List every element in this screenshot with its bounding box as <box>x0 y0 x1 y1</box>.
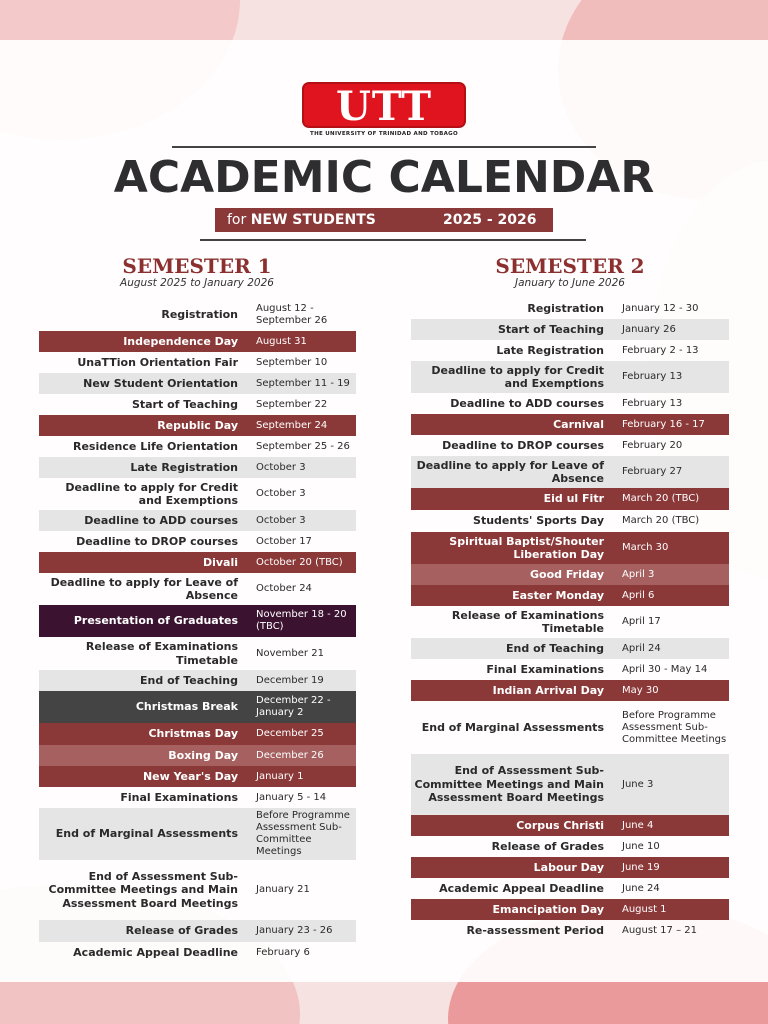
event-date: February 16 - 17 <box>622 418 705 430</box>
event-name: Indian Arrival Day <box>492 683 604 697</box>
table-row <box>411 659 729 680</box>
table-row <box>411 606 729 638</box>
table-row <box>411 298 729 319</box>
event-name: Deadline to ADD courses <box>450 396 604 410</box>
event-date: June 10 <box>622 840 660 852</box>
event-date: June 24 <box>622 882 660 894</box>
event-name: End of Marginal Assessments <box>55 827 238 841</box>
event-date: November 21 <box>256 647 324 659</box>
event-name: Boxing Day <box>168 748 238 762</box>
table-row <box>411 878 729 899</box>
event-date: January 12 - 30 <box>622 302 699 314</box>
table-row <box>39 300 356 330</box>
event-name: Deadline to apply for Leave of Absence <box>50 575 238 602</box>
divider <box>200 239 586 241</box>
event-name: UnaTTion Orientation Fair <box>77 355 238 369</box>
table-row <box>39 573 356 605</box>
event-date: October 17 <box>256 535 312 547</box>
table-row <box>411 488 729 510</box>
table-row <box>411 754 729 815</box>
event-date: April 30 - May 14 <box>622 663 708 675</box>
table-row <box>411 857 729 878</box>
event-name: Christmas Break <box>135 700 238 714</box>
event-date: December 25 <box>256 728 324 739</box>
subtitle-year: 2025 - 2026 <box>443 212 537 228</box>
event-date: June 4 <box>622 819 654 831</box>
event-name: Academic Appeal Deadline <box>73 945 238 959</box>
event-date: June 3 <box>622 778 654 790</box>
event-name: Release of Examinations Timetable <box>451 608 604 635</box>
event-name: Easter Monday <box>512 588 604 602</box>
subtitle-bar <box>215 208 553 232</box>
logo-subtitle: THE UNIVERSITY OF TRINIDAD AND TOBAGO <box>310 131 458 137</box>
event-date: April 3 <box>622 568 655 580</box>
table-row <box>411 836 729 857</box>
table-row <box>411 638 729 659</box>
event-date: September 25 - 26 <box>256 440 350 452</box>
table-row <box>39 415 356 436</box>
event-date: February 2 - 13 <box>622 344 699 356</box>
event-name: Christmas Day <box>148 727 238 741</box>
event-name: Spiritual Baptist/Shouter Liberation Day <box>449 534 604 561</box>
page-title: ACADEMIC CALENDAR <box>113 152 655 203</box>
event-date: March 20 (TBC) <box>622 493 700 504</box>
table-row <box>39 457 356 478</box>
event-name: Release of Examinations Timetable <box>85 640 238 667</box>
event-date: October 3 <box>256 461 306 473</box>
event-name: Deadline to DROP courses <box>76 534 238 548</box>
event-date: March 20 (TBC) <box>622 515 700 526</box>
event-date: September 11 - 19 <box>256 377 350 389</box>
table-row <box>411 510 729 532</box>
table-row <box>39 808 356 860</box>
table-row <box>39 745 356 766</box>
event-date: April 24 <box>622 642 661 654</box>
event-name: Carnival <box>553 417 604 431</box>
event-date: August 17 – 21 <box>622 924 697 936</box>
event-name: Start of Teaching <box>497 322 604 336</box>
event-name: Final Examinations <box>120 790 238 804</box>
event-name: End of Teaching <box>140 673 238 687</box>
table-row <box>39 637 356 670</box>
event-date: November 18 - 20 (TBC) <box>256 609 347 632</box>
event-name: End of Assessment Sub-Committee Meetings and Main Assessment Board Meetings <box>48 869 238 910</box>
event-date: January 1 <box>256 770 304 782</box>
table-row <box>411 319 729 340</box>
event-date: October 24 <box>256 583 312 594</box>
event-name: End of Teaching <box>506 641 604 655</box>
event-date: January 5 - 14 <box>256 791 327 803</box>
event-date: September 22 <box>256 398 328 410</box>
table-row <box>411 899 729 920</box>
event-name: Start of Teaching <box>131 397 238 411</box>
event-date: April 6 <box>622 589 655 601</box>
table-row <box>39 436 356 457</box>
event-date: March 30 <box>622 542 669 553</box>
event-date: October 3 <box>256 514 306 526</box>
event-name: Academic Appeal Deadline <box>439 881 604 895</box>
event-name: Release of Grades <box>125 924 238 938</box>
subtitle-for: for <box>227 212 247 228</box>
table-row <box>39 670 356 691</box>
semester-2-title: SEMESTER 2 <box>495 254 645 278</box>
table-row <box>39 691 356 723</box>
event-date: January 23 - 26 <box>256 925 333 936</box>
event-date: February 6 <box>256 946 310 958</box>
table-row <box>39 552 356 573</box>
event-name: End of Assessment Sub-Committee Meetings and Main Assessment Board Meetings <box>414 764 604 805</box>
table-row <box>411 701 729 754</box>
event-name: Eid ul Fitr <box>543 492 604 506</box>
table-row <box>411 564 729 585</box>
event-date: December 19 <box>256 674 324 686</box>
event-date: Before Programme Assessment Sub-Committee Meetings <box>256 810 350 857</box>
event-date: February 27 <box>622 466 683 477</box>
event-date: September 10 <box>256 356 328 368</box>
event-name: Deadline to ADD courses <box>84 513 238 527</box>
event-date: Before Programme Assessment Sub-Committee Meetings <box>622 709 727 745</box>
event-name: New Year's Day <box>142 769 238 783</box>
event-name: Deadline to apply for Leave of Absence <box>416 458 604 485</box>
table-row <box>411 920 729 941</box>
table-row <box>39 531 356 552</box>
event-name: Deadline to apply for Credit and Exemptions <box>431 363 604 390</box>
table-row <box>411 393 729 414</box>
event-date: December 26 <box>256 749 324 761</box>
table-row <box>39 394 356 415</box>
event-name: Registration <box>527 301 604 315</box>
subtitle-audience: NEW STUDENTS <box>250 212 376 228</box>
event-date: August 12 - September 26 <box>256 303 328 326</box>
logo-wrapper <box>0 82 768 128</box>
event-name: Independence Day <box>123 334 238 348</box>
event-date: October 3 <box>256 488 306 499</box>
table-row <box>411 680 729 701</box>
event-name: Deadline to apply for Credit and Exemptions <box>65 480 238 507</box>
event-name: Emancipation Day <box>492 902 604 916</box>
table-row <box>411 414 729 435</box>
table-row <box>411 585 729 606</box>
event-name: Corpus Christi <box>516 818 604 832</box>
event-name: Labour Day <box>533 860 604 874</box>
semester-1-range: August 2025 to January 2026 <box>120 277 274 289</box>
table-row <box>39 331 356 352</box>
event-name: Good Friday <box>530 567 604 581</box>
table-row <box>39 373 356 394</box>
event-name: Deadline to DROP courses <box>442 438 604 452</box>
table-row <box>39 766 356 787</box>
event-name: Residence Life Orientation <box>72 439 238 453</box>
event-name: Divali <box>202 555 238 569</box>
event-name: Release of Grades <box>491 839 604 853</box>
table-row <box>39 723 356 745</box>
table-row <box>411 361 729 393</box>
semester-2-range: January to June 2026 <box>515 277 625 289</box>
event-date: June 19 <box>622 861 660 873</box>
semester-1-title: SEMESTER 1 <box>122 254 272 278</box>
table-row <box>39 920 356 942</box>
event-date: May 30 <box>622 684 659 696</box>
event-date: September 24 <box>256 419 328 431</box>
event-date: October 20 (TBC) <box>256 556 343 568</box>
table-row <box>39 605 356 637</box>
table-row <box>39 478 356 510</box>
event-name: Republic Day <box>157 418 238 432</box>
event-name: Re-assessment Period <box>466 923 604 937</box>
event-date: August 1 <box>622 903 667 915</box>
table-row <box>39 860 356 920</box>
table-row <box>39 352 356 373</box>
event-name: Registration <box>161 308 238 322</box>
table-row <box>411 815 729 836</box>
event-date: January 21 <box>256 884 310 895</box>
divider <box>172 146 596 148</box>
event-date: February 13 <box>622 397 683 409</box>
utt-logo: UTT <box>302 82 466 128</box>
event-name: Late Registration <box>496 343 604 357</box>
event-date: April 17 <box>622 616 661 627</box>
event-name: Final Examinations <box>486 662 604 676</box>
event-date: February 20 <box>622 439 683 451</box>
event-date: December 22 - January 2 <box>256 695 331 718</box>
event-date: February 13 <box>622 371 683 382</box>
table-row <box>411 435 729 456</box>
event-date: August 31 <box>256 335 307 347</box>
table-row <box>39 510 356 531</box>
event-name: End of Marginal Assessments <box>421 720 604 734</box>
table-row <box>411 340 729 361</box>
table-row <box>411 456 729 488</box>
event-name: New Student Orientation <box>83 376 238 390</box>
event-name: Late Registration <box>130 460 238 474</box>
event-name: Presentation of Graduates <box>73 614 238 628</box>
event-date: January 26 <box>622 323 676 335</box>
table-row <box>39 942 356 963</box>
table-row <box>411 532 729 564</box>
event-name: Students' Sports Day <box>473 514 604 528</box>
table-row <box>39 787 356 808</box>
